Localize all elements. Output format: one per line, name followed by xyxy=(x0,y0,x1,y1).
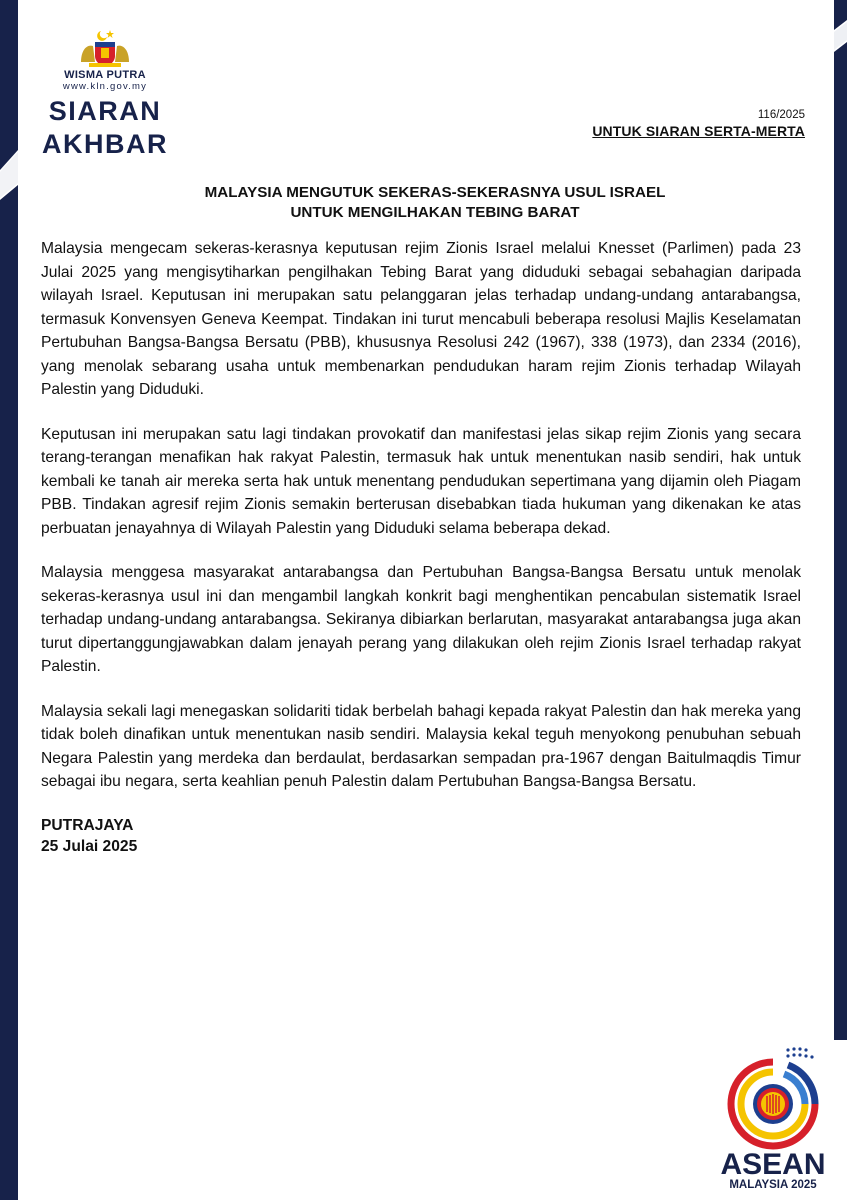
body-paragraph: Keputusan ini merupakan satu lagi tindakan provokatif dan manifestasi jelas sikap rejim Zionis yang secara terang-terangan menafikan hak rakyat Palestin, termasuk hak untuk menentukan nasib sendiri, hak untuk kembali ke tanah air mereka serta hak untuk menentang pendudukan sepertimana yang dijamin oleh Piagam PBB. Tindakan agresif rejim Zionis semakin berterusan disebabkan tiada hukuman yang dikenakan ke atas perbuatan jenayahnya di Wilayah Palestin yang Diduduki selama beberapa dekad. xyxy=(41,425,801,537)
reference-number: 116/2025 xyxy=(757,109,805,121)
coat-of-arms-icon xyxy=(75,28,135,68)
asean-logo-text: ASEAN xyxy=(720,1148,826,1181)
title-line-2: UNTUK MENGILHAKAN TEBING BARAT xyxy=(290,204,580,221)
signoff-date: 25 Julai 2025 xyxy=(41,838,138,855)
left-navy-band xyxy=(0,0,18,170)
asean-malaysia-2025-logo xyxy=(718,1040,828,1192)
press-release-title xyxy=(80,183,790,223)
doc-type-line2: AKHBAR xyxy=(42,129,168,159)
org-name: WISMA PUTRA xyxy=(64,69,146,81)
release-label: UNTUK SIARAN SERTA-MERTA xyxy=(592,123,805,139)
doc-type-line1: SIARAN xyxy=(48,96,162,126)
title-line-1: MALAYSIA MENGUTUK SEKERAS-SEKERASNYA USUL ISRAEL xyxy=(204,184,666,201)
signoff-block xyxy=(41,815,137,857)
body-paragraph: Malaysia mengecam sekeras-kerasnya keputusan rejim Zionis Israel melalui Knesset (Parlimen) pada 23 Julai 2025 yang mengisytiharkan pengilhakan Tebing Barat yang diduduki sebagai sebahagian daripada wilayah Israel. Keputusan ini merupakan satu pelanggaran jelas terhadap undang-undang antarabangsa, termasuk Konvensyen Geneva Keempat. Tindakan ini turut mencabuli beberapa resolusi Majlis Keselamatan Pertubuhan Bangsa-Bangsa Bersatu (PBB), khususnya Resolusi 242 (1967), 338 (1973), dan 2334 (2016), yang menolak sebarang usaha untuk membenarkan pendudukan haram rejim Zionis terhadap Wilayah Palestin yang Diduduki. xyxy=(41,240,801,398)
signoff-place: PUTRAJAYA xyxy=(41,817,134,834)
website-url: www.kln.gov.my xyxy=(62,81,148,92)
body-paragraph: Malaysia sekali lagi menegaskan solidariti tidak berbelah bahagi kepada rakyat Palestin dan hak mereka yang tidak boleh dinafikan untuk menentukan nasib sendiri. Malaysia kekal teguh menyokong penubuhan sebuah Negara Palestin yang merdeka dan berdaulat, berdasarkan sempadan pra-1967 dengan Baitulmaqdis Timur sebagai ibu negara, serta keahlian penuh Palestin dalam Pertubuhan Bangsa-Bangsa Bersatu. xyxy=(41,702,801,790)
body-paragraph: Malaysia menggesa masyarakat antarabangsa dan Pertubuhan Bangsa-Bangsa Bersatu untuk menolak sekeras-kerasnya usul ini dan mengambil langkah konkrit bagi menghentikan pencabulan sistematik Israel terhadap undang-undang antarabangsa. Sekiranya dibiarkan berlarutan, masyarakat antarabangsa juga akan turut dipertanggungjawabkan dalam jenayah perang yang dilakukan oleh rejim Zionis Israel terhadap rakyat Palestin. xyxy=(41,564,801,675)
left-navy-stripe xyxy=(0,185,18,1200)
reference-block xyxy=(592,109,805,139)
ministry-logo-block xyxy=(30,28,180,158)
press-release-body xyxy=(41,237,801,815)
right-navy-lower xyxy=(834,42,847,1040)
asean-logo-subtext: MALAYSIA 2025 xyxy=(729,1179,817,1191)
